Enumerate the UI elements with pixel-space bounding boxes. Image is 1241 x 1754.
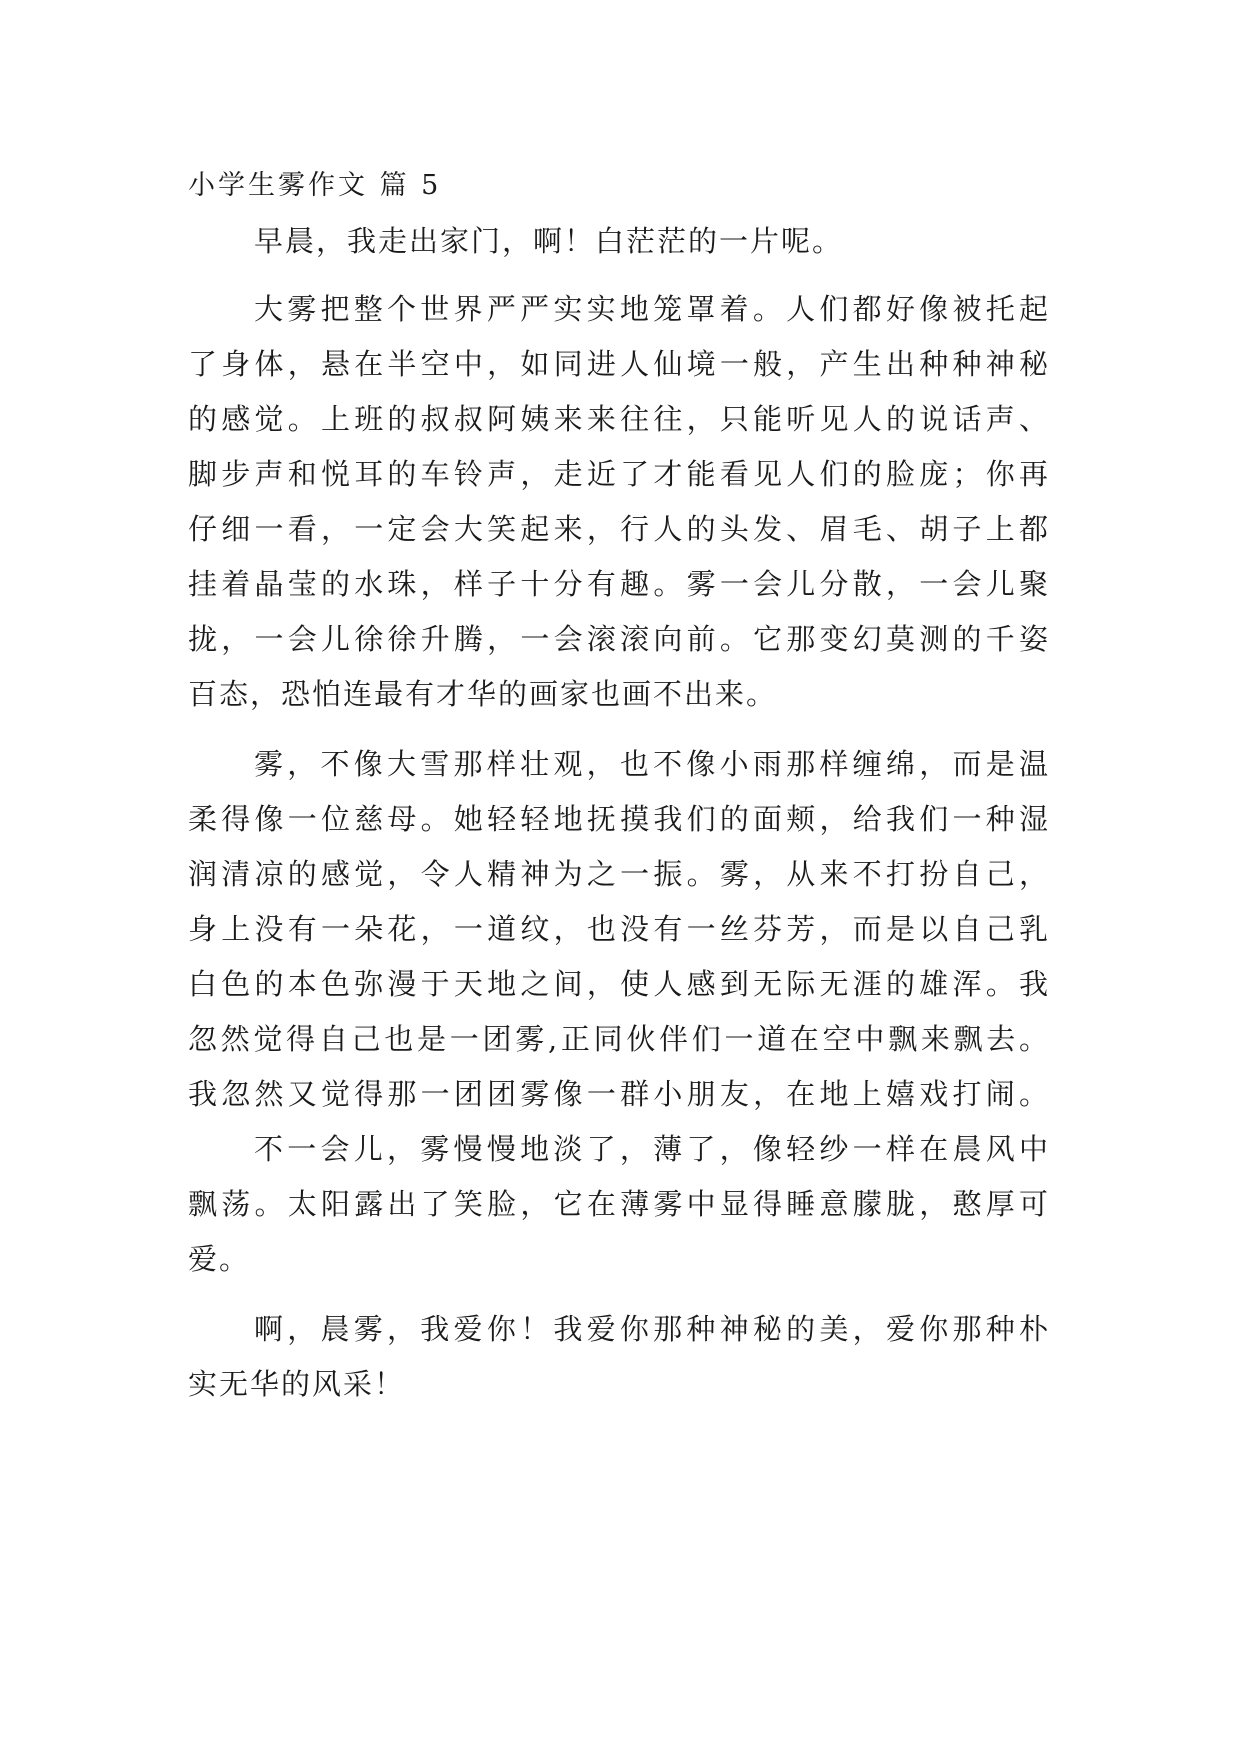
text-line: 身上没有一朵花，一道纹，也没有一丝芬芳，而是以自己乳 [188, 912, 1048, 946]
text-line: 白色的本色弥漫于天地之间，使人感到无际无涯的雄浑。我 [188, 967, 1048, 1001]
text-line: 实无华的风采！ [188, 1367, 406, 1401]
text-line: 柔得像一位慈母。她轻轻地抚摸我们的面颊，给我们一种湿 [188, 802, 1048, 836]
text-line: 我忽然又觉得那一团团雾像一群小朋友，在地上嬉戏打闹。 [188, 1077, 1048, 1111]
text-line: 不一会儿，雾慢慢地淡了，薄了，像轻纱一样在晨风中 [254, 1132, 1048, 1166]
text-line: 的感觉。上班的叔叔阿姨来来往往，只能听见人的说话声、 [188, 402, 1048, 436]
text-line: 早晨，我走出家门，啊！白茫茫的一片呢。 [254, 224, 844, 258]
text-line: 忽然觉得自己也是一团雾,正同伙伴们一道在空中飘来飘去。 [188, 1022, 1048, 1056]
text-line: 飘荡。太阳露出了笑脸，它在薄雾中显得睡意朦胧，憨厚可 [188, 1187, 1048, 1221]
text-line: 大雾把整个世界严严实实地笼罩着。人们都好像被托起 [254, 292, 1048, 326]
text-line: 润清凉的感觉，令人精神为之一振。雾，从来不打扮自己， [188, 857, 1048, 891]
text-line: 啊，晨雾，我爱你！我爱你那种神秘的美，爱你那种朴 [254, 1312, 1048, 1346]
text-line: 爱。 [188, 1242, 251, 1276]
text-line: 挂着晶莹的水珠，样子十分有趣。雾一会儿分散，一会儿聚 [188, 567, 1048, 601]
text-line: 了身体，悬在半空中，如同进人仙境一般，产生出种种神秘 [188, 347, 1048, 381]
text-line: 仔细一看，一定会大笑起来，行人的头发、眉毛、胡子上都 [188, 512, 1048, 546]
text-line: 百态，恐怕连最有才华的画家也画不出来。 [188, 677, 778, 711]
text-line: 雾，不像大雪那样壮观，也不像小雨那样缠绵，而是温 [254, 747, 1048, 781]
text-line: 脚步声和悦耳的车铃声，走近了才能看见人们的脸庞；你再 [188, 457, 1048, 491]
document-title: 小学生雾作文 篇 5 [188, 170, 442, 201]
text-line: 拢，一会儿徐徐升腾，一会滚滚向前。它那变幻莫测的千姿 [188, 622, 1048, 656]
